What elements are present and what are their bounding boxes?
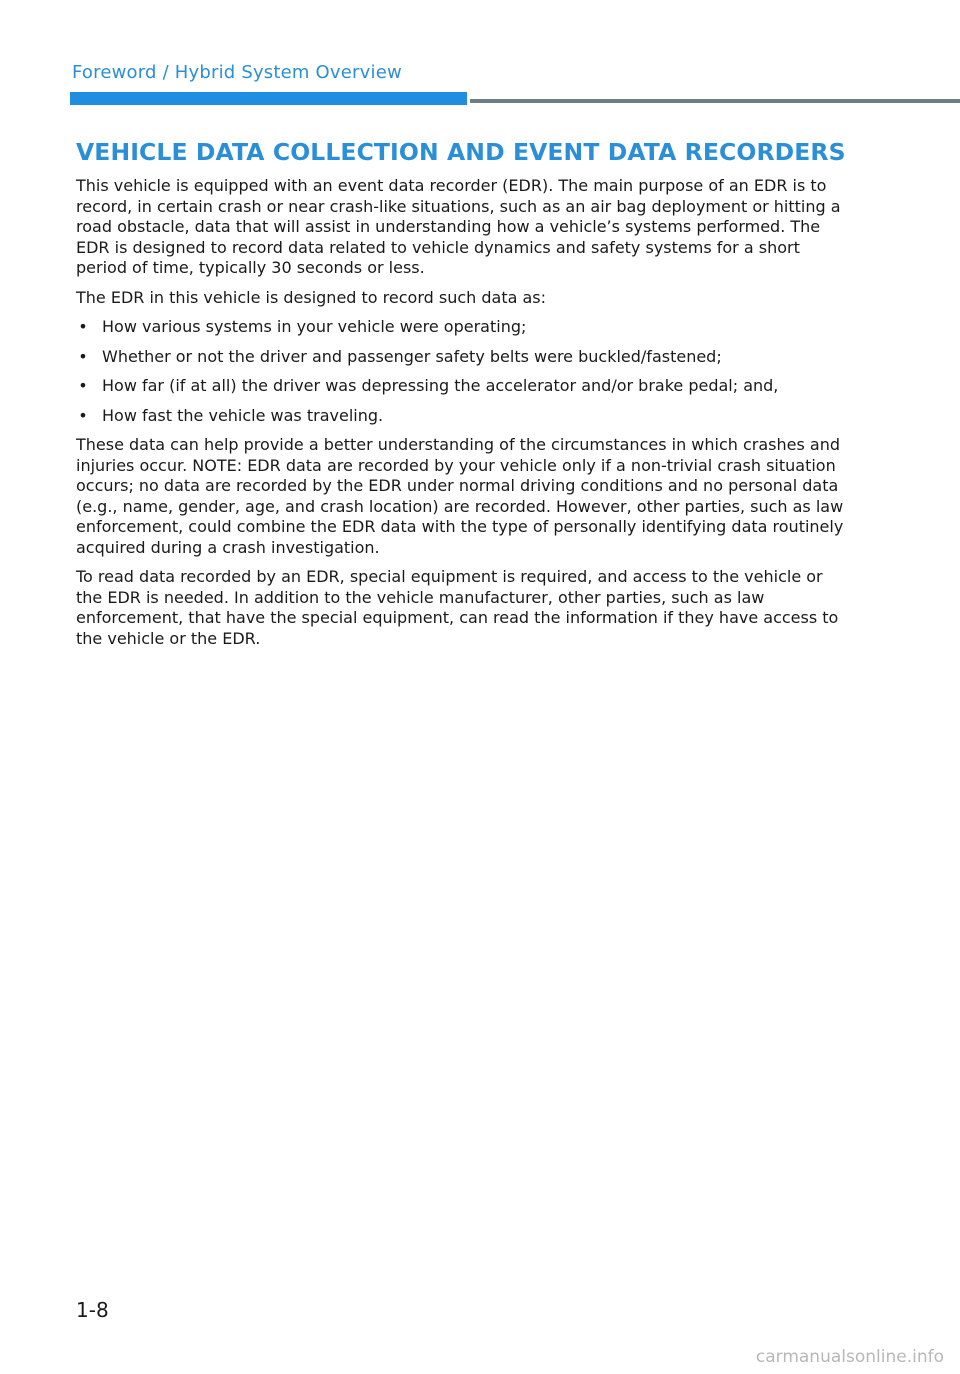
bullet-list bbox=[76, 317, 852, 426]
breadcrumb: Foreword / Hybrid System Overview bbox=[72, 62, 402, 83]
bullet-icon: • bbox=[78, 405, 88, 425]
page-number: 1-8 bbox=[76, 1298, 109, 1322]
paragraph-intro: This vehicle is equipped with an event data recorder (EDR). The main purpose of an EDR is to record, in certain crash or near crash-like situations, such as an air bag deployment or hitting a road obstacle, data that will assist in understanding how a vehicle’s systems performed. The EDR is designed to record data related to vehicle dynamics and safety systems for a short period of time, typically 30 seconds or less. bbox=[76, 176, 841, 277]
list-item-text: How various systems in your vehicle were operating; bbox=[102, 317, 527, 336]
list-item bbox=[76, 347, 852, 368]
list-item bbox=[76, 317, 852, 338]
list-item-text: How fast the vehicle was traveling. bbox=[102, 405, 384, 425]
section-title: VEHICLE DATA COLLECTION AND EVENT DATA RECORDERS bbox=[76, 138, 846, 166]
paragraph-list-lead: The EDR in this vehicle is designed to record such data as: bbox=[76, 287, 547, 307]
list-item-text: Whether or not the driver and passenger safety belts were buckled/fastened; bbox=[102, 346, 722, 366]
bullet-icon: • bbox=[78, 317, 88, 336]
paragraph-edr-note: These data can help provide a better understanding of the circumstances in which crashes and injuries occur. NOTE: EDR data are recorded by your vehicle only if a non-trivial crash situation occurs; no data are recorded by the EDR under normal driving conditions and no personal data (e.g., name, gender, age, and crash location) are recorded. However, other parties, such as law enforcement, could combine the EDR data with the type of personally identifying data routinely acquired during a crash investigation. bbox=[76, 435, 844, 557]
header-rule bbox=[470, 99, 960, 103]
bullet-icon: • bbox=[78, 376, 88, 395]
list-item-text: How far (if at all) the driver was depressing the accelerator and/or brake pedal; and, bbox=[102, 376, 779, 395]
watermark: carmanualsonline.info bbox=[755, 1347, 944, 1367]
paragraph-edr-access: To read data recorded by an EDR, special equipment is required, and access to the vehicle or the EDR is needed. In addition to the vehicle manufacturer, other parties, such as law enforcement, that have the special equipment, can read the information if they have access to the vehicle or the EDR. bbox=[76, 567, 839, 648]
page-content bbox=[76, 138, 852, 658]
list-item bbox=[76, 376, 852, 397]
header-accent-bar bbox=[70, 92, 467, 105]
bullet-icon: • bbox=[78, 346, 88, 366]
list-item bbox=[76, 406, 852, 427]
